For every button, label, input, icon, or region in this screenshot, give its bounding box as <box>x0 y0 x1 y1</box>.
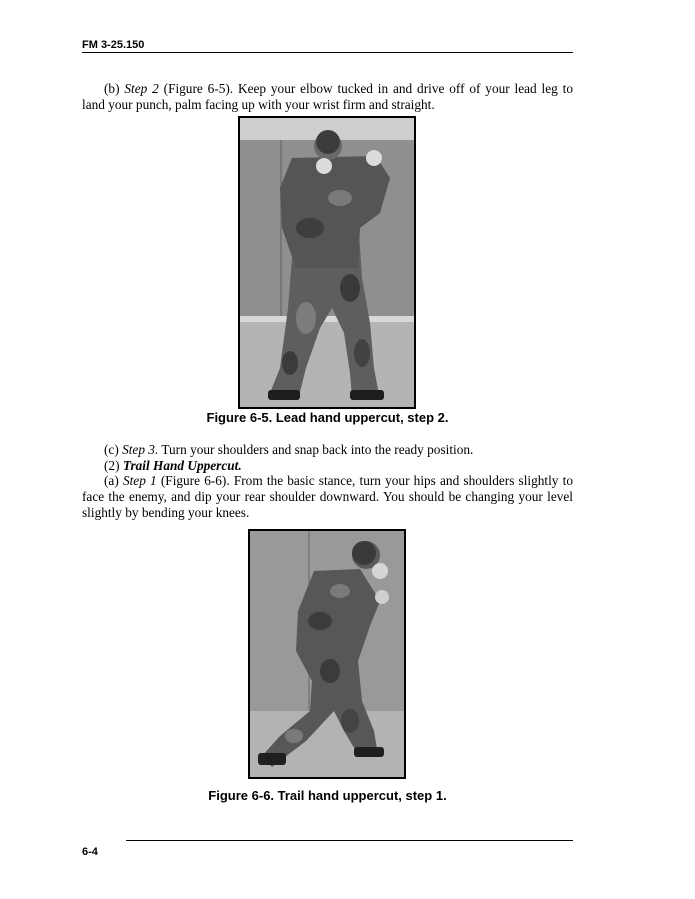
soldier-photo-trail-uppercut <box>250 531 404 777</box>
paragraph-prefix: (c) <box>104 442 123 457</box>
step-1-lead: Step 1 <box>122 473 157 488</box>
footer-rule <box>126 840 573 841</box>
paragraph-step-3 <box>82 442 573 458</box>
soldier-photo-lead-uppercut <box>240 118 414 407</box>
figure-6-5-caption: Figure 6-5. Lead hand uppercut, step 2. <box>206 410 449 425</box>
header-rule <box>82 52 573 53</box>
step-2-lead: Step 2 <box>124 81 159 96</box>
paragraph-prefix: (b) <box>104 81 125 96</box>
step-3-lead: Step 3. <box>122 442 159 457</box>
figure-6-5-photo <box>238 116 416 409</box>
paragraph-prefix: (a) <box>104 473 123 488</box>
paragraph-text: Turn your shoulders and snap back into the ready position. <box>158 442 474 457</box>
figure-6-6-caption: Figure 6-6. Trail hand uppercut, step 1. <box>208 788 447 803</box>
paragraph-step-1 <box>82 473 573 521</box>
running-header: FM 3-25.150 <box>82 39 145 51</box>
figure-6-6-photo <box>248 529 406 779</box>
paragraph-prefix: (2) <box>104 458 123 473</box>
paragraph-text: (Figure 6-5). Keep your elbow tucked in and drive off of your lead leg to land your punch, palm facing up with your wrist firm and straight. <box>82 81 573 112</box>
paragraph-step-2 <box>82 81 573 113</box>
paragraph-text: (Figure 6-6). From the basic stance, turn your hips and shoulders slightly to face the enemy, and dip your rear shoulder downward. You should be changing your level slightly by bending your knees. <box>82 473 573 520</box>
page-number: 6-4 <box>82 846 98 858</box>
trail-hand-uppercut-title: Trail Hand Uppercut. <box>122 458 242 473</box>
heading-trail-hand-uppercut <box>82 458 573 474</box>
